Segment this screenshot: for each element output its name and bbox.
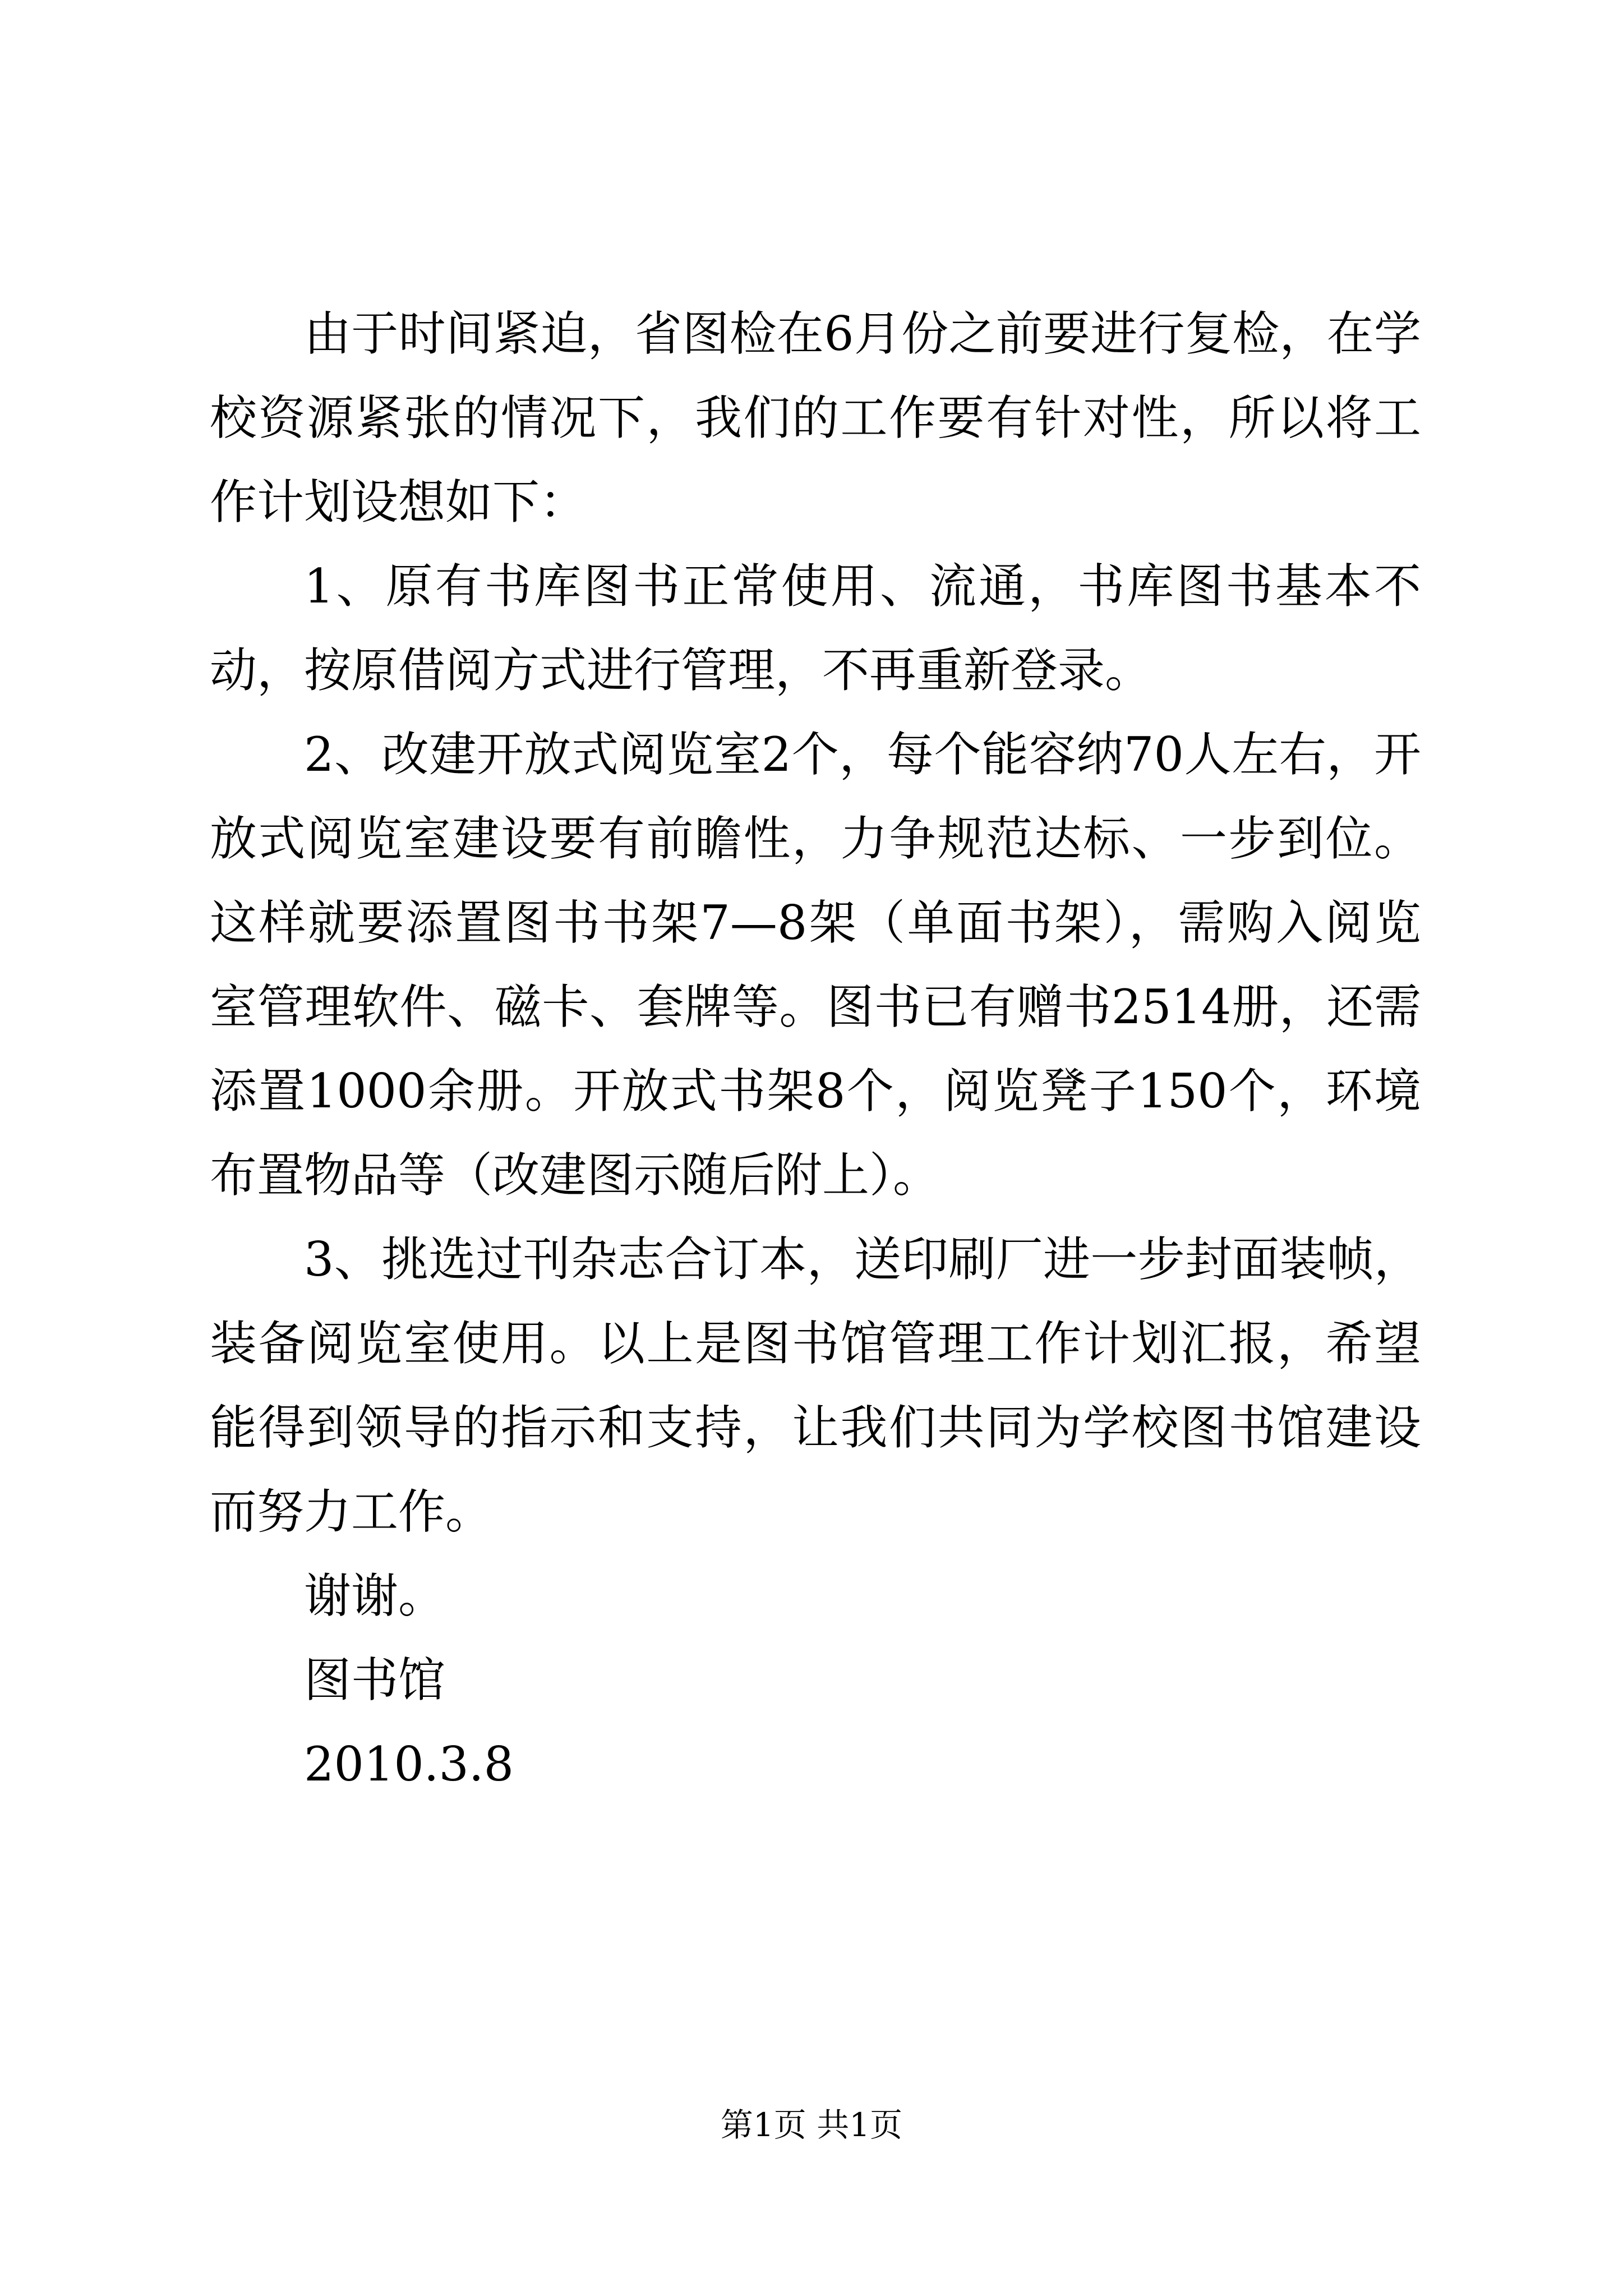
paragraph-item-1: 1、原有书库图书正常使用、流通，书库图书基本不动，按原借阅方式进行管理，不再重新登录。 [210, 559, 1421, 698]
paragraph-intro: 由于时间紧迫，省图检在6月份之前要进行复检，在学校资源紧张的情况下，我们的工作要有针对性，所以将工作计划设想如下： [210, 306, 1421, 530]
paragraph-item-3: 3、挑选过刊杂志合订本，送印刷厂进一步封面装帧，装备阅览室使用。以上是图书馆管理工作计划汇报，希望能得到领导的指示和支持，让我们共同为学校图书馆建设而努力工作。 [210, 1232, 1421, 1539]
signature: 图书馆 [304, 1653, 446, 1708]
paragraph-item-2: 2、改建开放式阅览室2个，每个能容纳70人左右，开放式阅览室建设要有前瞻性，力争规范达标、一步到位。这样就要添置图书书架7—8架（单面书架），需购入阅览室管理软件、磁卡、套牌等。图书已有赠书2514册，还需添置1000余册。开放式书架8个，阅览凳子150个，环境布置物品等（改建图示随后附上）。 [210, 727, 1421, 1203]
closing-thanks: 谢谢。 [304, 1568, 446, 1623]
document-body [210, 292, 1421, 1806]
page-number-footer: 第1页 共1页 [720, 2106, 903, 2144]
date: 2010.3.8 [304, 1737, 514, 1792]
